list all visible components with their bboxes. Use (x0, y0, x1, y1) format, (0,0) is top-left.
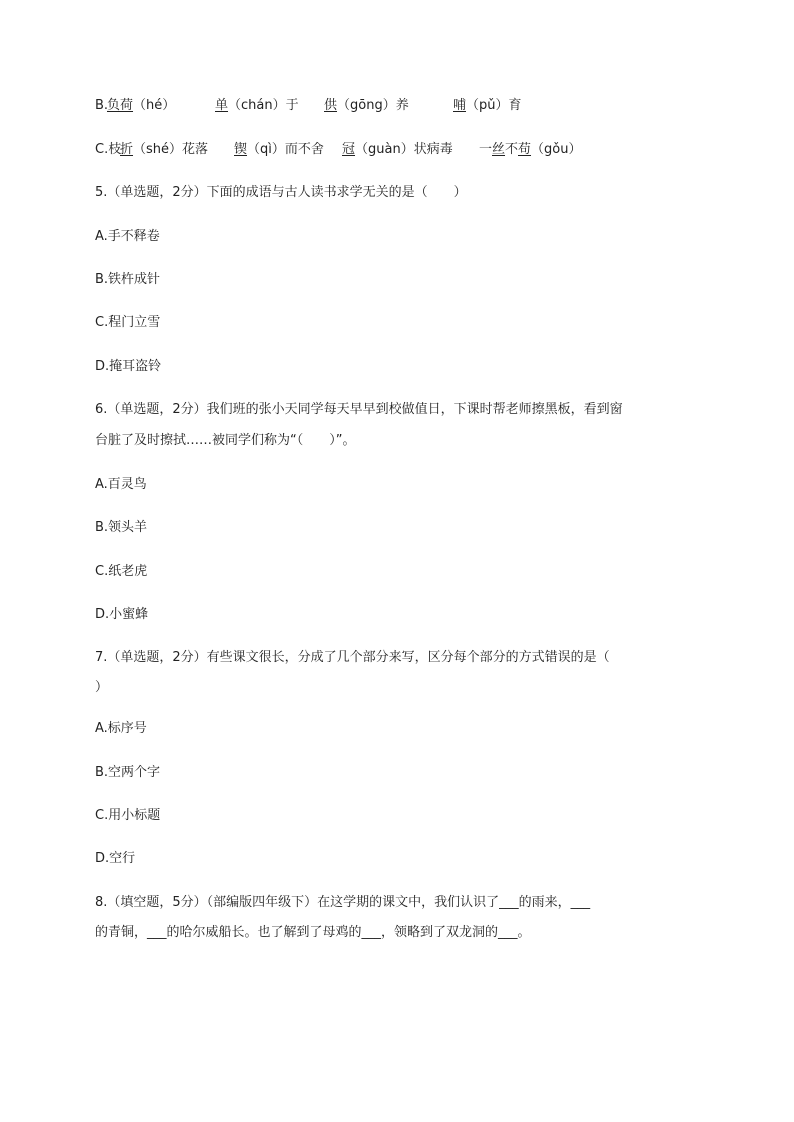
option-c-pinyin4: （gǒu） (531, 142, 582, 157)
question-7-option-a[interactable]: A.标序号 (95, 721, 147, 736)
option-c-pinyin2: （qì）而不舍 (247, 142, 324, 157)
question-7-stem-line2: ） (95, 680, 109, 695)
question-5-stem: 5.（单选题，2分）下面的成语与古人读书求学无关的是（ ） (95, 185, 467, 200)
question-6-option-c[interactable]: C.纸老虎 (95, 564, 148, 579)
question-5-option-a[interactable]: A.手不释卷 (95, 229, 160, 244)
question-6-option-b[interactable]: B.领头羊 (95, 520, 148, 535)
option-b-pinyin2: （chán）于 (228, 98, 299, 113)
option-c-word5: 苟 (518, 142, 532, 157)
question-8-stem-line1: 8.（填空题，5分）（部编版四年级下）在这学期的课文中，我们认识了___的雨来，___ (95, 895, 591, 910)
question-7-option-c[interactable]: C.用小标题 (95, 808, 161, 823)
option-c-word3: 冠 (342, 142, 356, 157)
option-b-pinyin3: （gōng）养 (337, 98, 409, 113)
question-5-option-b[interactable]: B.铁杵成针 (95, 272, 161, 287)
question-5-option-c[interactable]: C.程门立雪 (95, 315, 161, 330)
option-b-pinyin4: （pǔ）育 (466, 98, 522, 113)
option-c-pinyin3: （guàn）状病毒 (355, 142, 453, 157)
option-b-word1: 负荷 (107, 98, 134, 113)
option-c-char-b: 不 (505, 142, 519, 157)
question-7-option-b[interactable]: B.空两个字 (95, 765, 161, 780)
option-b-prefix: B. (95, 98, 109, 113)
question-6-stem-line1: 6.（单选题，2分）我们班的张小天同学每天早早到校做值日，下课时帮老师擦黑板，看到窗 (95, 402, 623, 417)
question-5-option-d[interactable]: D.掩耳盗铃 (95, 359, 162, 374)
option-c-word2: 锲 (234, 142, 248, 157)
option-c-pinyin1: （shé）花落 (133, 142, 209, 157)
question-6-option-d[interactable]: D.小蜜蜂 (95, 607, 149, 622)
question-6-option-a[interactable]: A.百灵鸟 (95, 477, 147, 492)
question-6-stem-line2: 台脏了及时擦拭……被同学们称为“（ ）”。 (95, 433, 356, 448)
option-b-word2: 单 (215, 98, 229, 113)
option-c-char-a: 一 (479, 142, 493, 157)
option-b-word4: 哺 (453, 98, 467, 113)
question-7-stem-line1: 7.（单选题，2分）有些课文很长，分成了几个部分来写，区分每个部分的方式错误的是（ (95, 650, 610, 665)
option-b-pinyin1: （hé） (133, 98, 176, 113)
option-c-word4: 丝 (492, 142, 506, 157)
option-b-word3: 供 (324, 98, 338, 113)
option-c-word1: 折 (120, 142, 134, 157)
question-8-stem-line2: 的青铜，___的哈尔威船长。也了解到了母鸡的___，领略到了双龙洞的___。 (95, 925, 531, 940)
question-7-option-d[interactable]: D.空行 (95, 851, 136, 866)
option-c-prefix: C.枝 (95, 142, 122, 157)
